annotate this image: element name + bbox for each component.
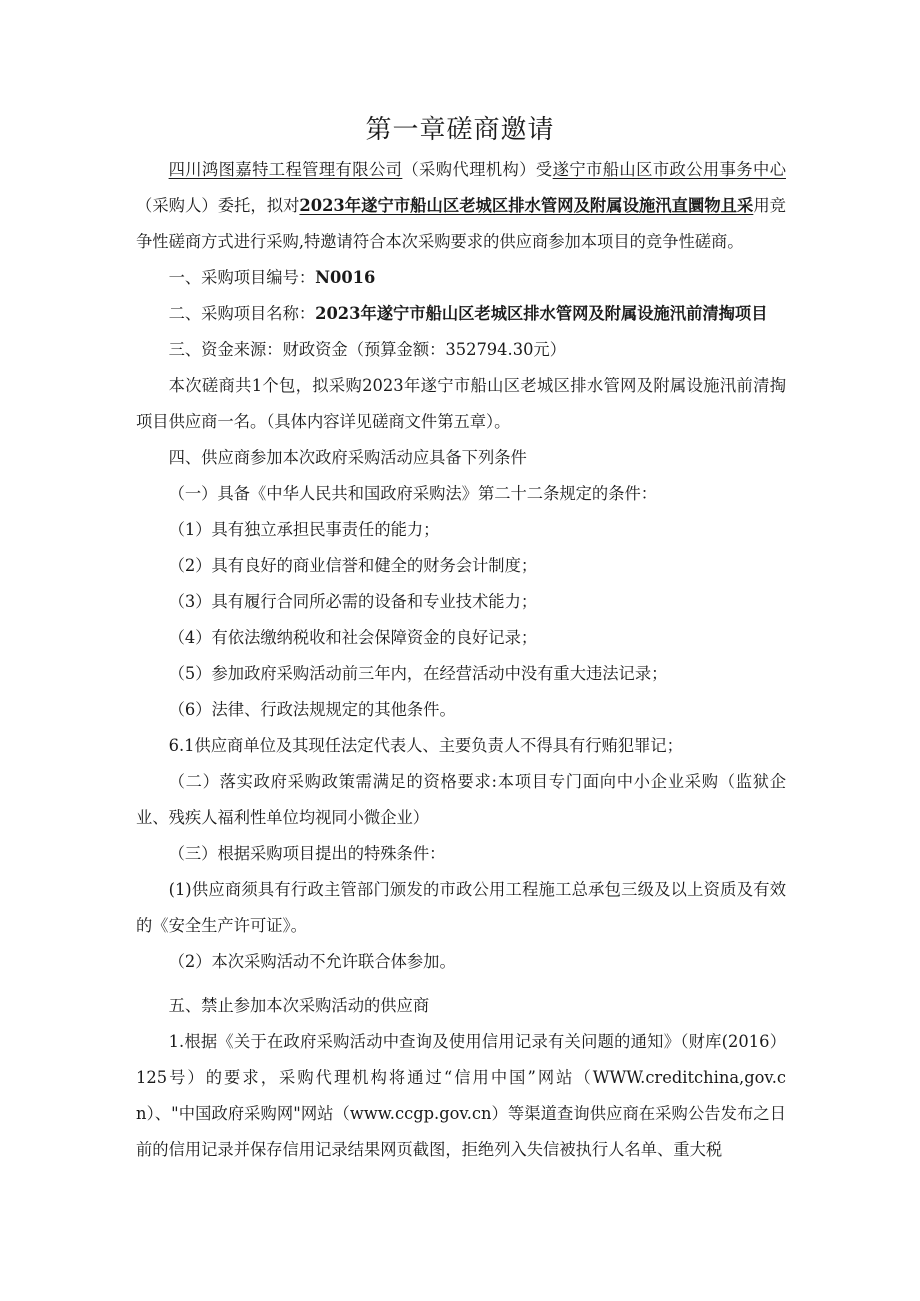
agency-name: 四川鸿图嘉特工程管理有限公司 <box>168 160 403 179</box>
condition-item: （6）法律、行政法规规定的其他条件。 <box>168 700 456 719</box>
condition-2: （二）落实政府采购政策需满足的资格要求:本项目专门面向中小企业采购（监狱企业、残疾人福利性单位均视同小微企业） <box>136 772 786 827</box>
section5-paragraph: 1.根据《关于在政府采购活动中查询及使用信用记录有关问题的通知》（财库(2016）125号）的要求，采购代理机构将通过“信用中国”网站（WWW.creditchina,gov.cn）、"中国政府采购网"网站（www.ccgp.gov.cn）等渠道查询供应商在采购公告发布之日前的信用记录并保存信用记录结果网页截图，拒绝列入失信被执行人名单、重大税 <box>136 1032 786 1159</box>
purchaser-role: （采购人）委托，拟对 <box>136 196 300 215</box>
agency-role: （采购代理机构）受 <box>402 160 553 179</box>
section4-heading: 四、供应商参加本次政府采购活动应具备下列条件 <box>168 448 527 467</box>
project-name: 2023年遂宁市船山区老城区排水管网及附属设施汛直圜物且采 <box>299 196 754 215</box>
intro-tail: 用竞争性磋商方式进行采购,特邀请符合本次采购要求的供应商参加本项目的竞争性磋商。 <box>136 196 786 251</box>
condition-item: （2）具有良好的商业信誉和健全的财务会计制度； <box>168 556 538 575</box>
chapter-title: 第一章磋商邀请 <box>365 115 555 145</box>
fund-source: 三、资金来源：财政资金（预算金额：352794.30元） <box>168 340 566 359</box>
project-number-value: N0016 <box>315 268 376 287</box>
intro-paragraph <box>136 152 786 260</box>
condition-6-1: 6.1供应商单位及其现任法定代表人、主要负责人不得具有行贿犯罪记； <box>168 736 683 755</box>
condition-3-item: （2）本次采购活动不允许联合体参加。 <box>168 952 456 971</box>
project-number-label: 一、采购项目编号： <box>168 268 316 287</box>
condition-item: （4）有依法缴纳税收和社会保障资金的良好记录； <box>168 628 538 647</box>
condition-3-item: (1)供应商须具有行政主管部门颁发的市政公用工程施工总承包三级及以上资质及有效的《安全生产许可证》。 <box>136 880 786 935</box>
condition-1-heading: （一）具备《中华人民共和国政府采购法》第二十二条规定的条件： <box>168 484 658 503</box>
project-number <box>136 260 786 296</box>
condition-3-heading: （三）根据采购项目提出的特殊条件： <box>168 844 446 863</box>
package-paragraph: 本次磋商共1个包，拟采购2023年遂宁市船山区老城区排水管网及附属设施汛前清掏项目供应商一名。（具体内容详见磋商文件第五章）。 <box>136 376 786 431</box>
section5-heading: 五、禁止参加本次采购活动的供应商 <box>168 996 430 1015</box>
project-title-label: 二、采购项目名称： <box>168 304 316 323</box>
document-body <box>136 152 786 1168</box>
condition-item: （1）具有独立承担民事责任的能力； <box>168 520 440 539</box>
condition-item: （5）参加政府采购活动前三年内，在经营活动中没有重大违法记录； <box>168 664 668 683</box>
project-title <box>136 296 786 332</box>
condition-item: （3）具有履行合同所必需的设备和专业技术能力； <box>168 592 538 611</box>
project-title-value: 2023年遂宁市船山区老城区排水管网及附属设施汛前清掏项目 <box>315 304 768 323</box>
purchaser-name: 遂宁市船山区市政公用事务中心 <box>552 160 786 179</box>
